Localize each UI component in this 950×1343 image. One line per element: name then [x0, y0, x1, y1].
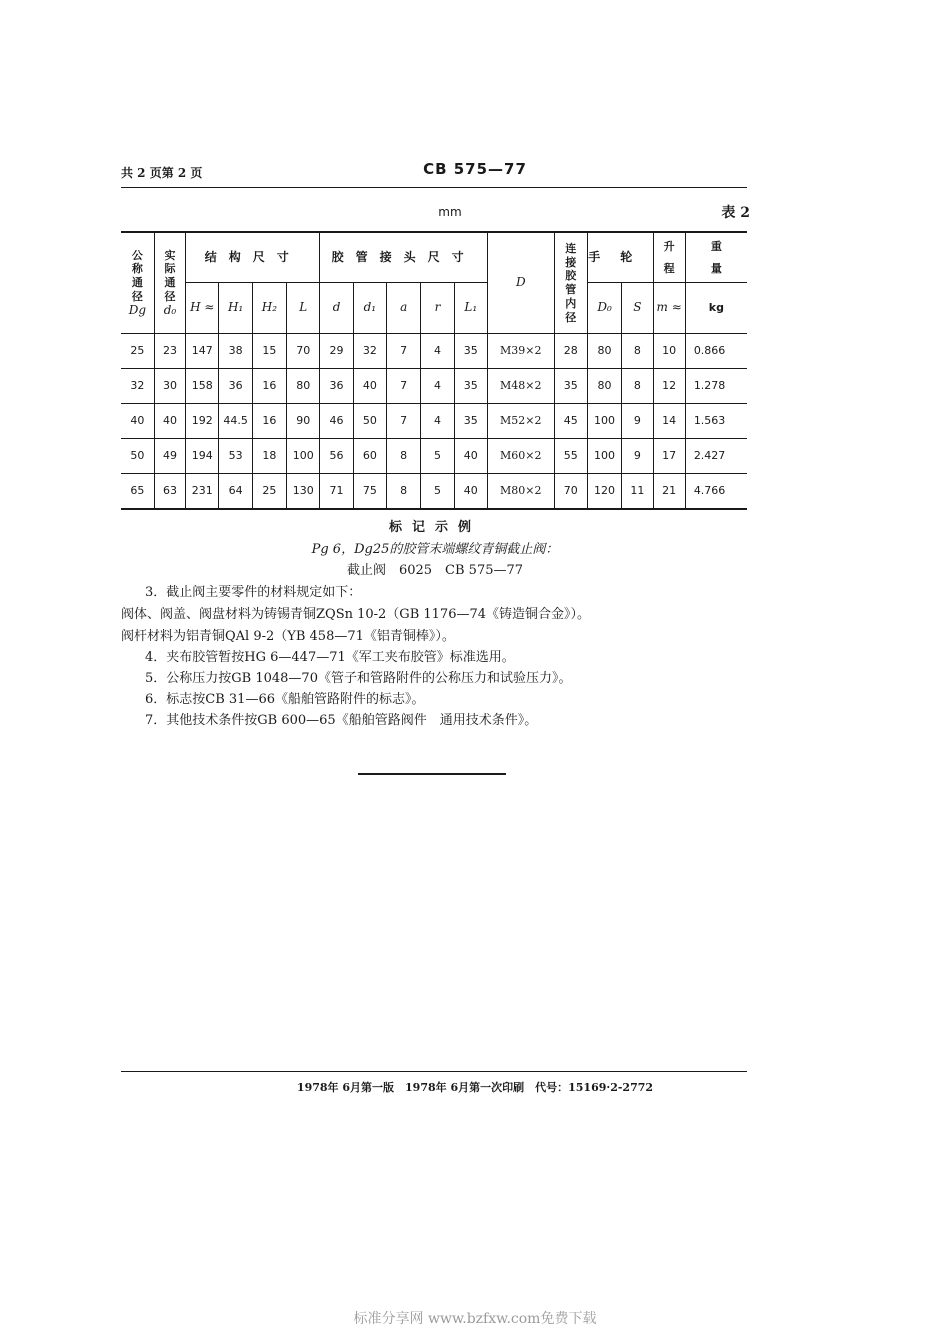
table-cell: 75 [353, 474, 386, 510]
table-cell: 40 [454, 439, 487, 474]
header-D-text: D [515, 275, 526, 290]
header-nominal-dia [121, 232, 154, 334]
header-nominal-sym: Dg [128, 302, 147, 317]
table-cell: 46 [320, 404, 353, 439]
table-cell: 35 [454, 404, 487, 439]
header-lift [653, 232, 685, 283]
table-cell: 4 [421, 404, 454, 439]
header-actual-sym: d₀ [163, 302, 177, 317]
table-row [121, 334, 747, 369]
table-body [121, 334, 747, 510]
note-4: 4．夹布胶管暂按HG 6—447—71《军工夹布胶管》标准选用。 [145, 650, 515, 665]
header-r [421, 283, 454, 334]
table-cell: 100 [587, 404, 621, 439]
table-cell: 80 [587, 369, 621, 404]
document-code: CB 575—77 [423, 160, 527, 178]
table-label: 表 2 [721, 205, 750, 221]
table-cell: 40 [121, 404, 154, 439]
header-r-text: r [434, 300, 441, 315]
table-cell: 71 [320, 474, 353, 510]
header-D0 [587, 283, 621, 334]
table-cell: 0.866 [685, 334, 747, 369]
header-H [186, 283, 219, 334]
table-cell: 2.427 [685, 439, 747, 474]
table-cell: 53 [219, 439, 252, 474]
end-rule [358, 773, 506, 775]
table-cell: 60 [353, 439, 386, 474]
header-hose-inner-text: 连接胶管内径 [565, 241, 577, 324]
table-cell: 17 [653, 439, 685, 474]
table-cell: 158 [186, 369, 219, 404]
table-cell: 8 [622, 334, 653, 369]
header-m-text: m ≈ [656, 300, 682, 315]
table-cell: 1.563 [685, 404, 747, 439]
header-H1-text: H₁ [227, 300, 244, 315]
table-cell: 8 [622, 369, 653, 404]
table-cell: 64 [219, 474, 252, 510]
header-actual-dia-text: 实际通径 [164, 248, 176, 303]
table-cell: 12 [653, 369, 685, 404]
header-L [287, 283, 320, 334]
table-cell: 4 [421, 369, 454, 404]
header-L-text: L [299, 300, 308, 315]
table-cell: 45 [554, 404, 587, 439]
header-d [320, 283, 353, 334]
header-H2-text: H₂ [261, 300, 278, 315]
table-cell: 14 [653, 404, 685, 439]
header-H2 [252, 283, 286, 334]
header-row-1 [121, 232, 747, 283]
table-cell: 7 [387, 334, 421, 369]
note-3: 3．截止阀主要零件的材料规定如下： [145, 585, 362, 600]
table-cell: 56 [320, 439, 353, 474]
header-a [387, 283, 421, 334]
table-cell: 21 [653, 474, 685, 510]
example-title: 标记示例 [388, 520, 481, 535]
header-nominal-dia-text: 公称通径 [131, 248, 143, 303]
example-line-1: Pg 6，Dg25的胶管末端螺纹青铜截止阀： [311, 542, 559, 557]
header-hose-group-text: 胶管接头尺寸 [331, 249, 476, 264]
table-cell: M48×2 [487, 369, 554, 404]
table-cell: 44.5 [219, 404, 252, 439]
table-cell: 11 [622, 474, 653, 510]
table-cell: 40 [454, 474, 487, 510]
header-actual-dia [154, 232, 185, 334]
table-cell: 35 [454, 334, 487, 369]
table-cell: 35 [454, 369, 487, 404]
table-cell: 90 [287, 404, 320, 439]
table-cell: 7 [387, 369, 421, 404]
table-cell: 192 [186, 404, 219, 439]
spec-table [121, 231, 747, 510]
table-cell: 32 [121, 369, 154, 404]
table-cell: 9 [622, 404, 653, 439]
note-5: 5．公称压力按GB 1048—70《管子和管路附件的公称压力和试验压力》。 [145, 671, 572, 686]
table-cell: 36 [320, 369, 353, 404]
header-handwheel-group-text: 手轮 [588, 249, 653, 264]
table-cell: 36 [219, 369, 252, 404]
unit-label: mm [438, 205, 462, 219]
table-cell: 9 [622, 439, 653, 474]
table-cell: 25 [121, 334, 154, 369]
table-cell: 15 [252, 334, 286, 369]
note-6: 6．标志按CB 31—66《船舶管路附件的标志》。 [145, 692, 425, 707]
header-S-text: S [633, 300, 642, 315]
table-cell: 70 [554, 474, 587, 510]
table-cell: M80×2 [487, 474, 554, 510]
note-3-body: 阀体、阀盖、阀盘材料为铸锡青铜ZQSn 10-2（GB 1176—74《铸造铜合金》）。 [121, 607, 591, 622]
header-H1 [219, 283, 252, 334]
table-cell: 147 [186, 334, 219, 369]
table-cell: 194 [186, 439, 219, 474]
table-cell: 10 [653, 334, 685, 369]
note-7: 7．其他技术条件按GB 600—65《船舶管路阀件 通用技术条件》。 [145, 713, 538, 728]
header-kg-text: kg [708, 300, 724, 314]
example-line-2: 截止阀 6025 CB 575—77 [346, 563, 524, 578]
footer-print-info: 1978年 6月第一版 1978年 6月第一次印刷 代号：15169·2-2772 [296, 1081, 654, 1094]
header-lift-text: 升程 [663, 239, 675, 275]
table-cell: 231 [186, 474, 219, 510]
note-3-stem: 阀杆材料为铝青铜QAl 9-2（YB 458—71《铝青铜棒》）。 [121, 629, 455, 644]
table-cell: 7 [387, 404, 421, 439]
header-weight-text: 重量 [710, 239, 722, 275]
table-cell: 70 [287, 334, 320, 369]
table-cell: 65 [121, 474, 154, 510]
table-cell: M60×2 [487, 439, 554, 474]
table-cell: 28 [554, 334, 587, 369]
table-cell: 4 [421, 334, 454, 369]
table-cell: 120 [587, 474, 621, 510]
header-L1-text: L₁ [464, 300, 478, 315]
table-cell: 25 [252, 474, 286, 510]
header-weight [685, 232, 747, 283]
table-cell: M52×2 [487, 404, 554, 439]
table-cell: 8 [387, 474, 421, 510]
table-cell: 55 [554, 439, 587, 474]
table-cell: 100 [287, 439, 320, 474]
header-d1 [353, 283, 386, 334]
page-label: 共 2 页第 2 页 [121, 166, 203, 180]
table-cell: 50 [353, 404, 386, 439]
table-cell: 35 [554, 369, 587, 404]
table-cell: 40 [353, 369, 386, 404]
table-cell: 80 [587, 334, 621, 369]
header-D [487, 232, 554, 334]
watermark: 标准分享网 www.bzfxw.com免费下载 [353, 1311, 597, 1327]
table-cell: 5 [421, 474, 454, 510]
header-kg [685, 283, 747, 334]
table-row [121, 439, 747, 474]
table-row [121, 474, 747, 510]
table-cell: 100 [587, 439, 621, 474]
header-D0-text: D₀ [597, 300, 612, 315]
table-cell: 130 [287, 474, 320, 510]
header-a-text: a [400, 300, 408, 315]
table-cell: 1.278 [685, 369, 747, 404]
table-cell: 50 [121, 439, 154, 474]
table-cell: 30 [154, 369, 185, 404]
table-row [121, 404, 747, 439]
table-cell: 8 [387, 439, 421, 474]
header-S [622, 283, 653, 334]
header-hose-group [320, 232, 488, 283]
header-row-2 [121, 283, 747, 334]
header-d-text: d [332, 300, 341, 315]
header-m [653, 283, 685, 334]
table-cell: 63 [154, 474, 185, 510]
table-cell: 16 [252, 404, 286, 439]
header-handwheel-group [587, 232, 653, 283]
table-cell: 16 [252, 369, 286, 404]
footer-rule [121, 1071, 747, 1072]
table-cell: 5 [421, 439, 454, 474]
table-cell: 18 [252, 439, 286, 474]
header-rule [121, 187, 747, 188]
table-cell: 23 [154, 334, 185, 369]
table-cell: 32 [353, 334, 386, 369]
table-cell: 4.766 [685, 474, 747, 510]
table-row [121, 369, 747, 404]
header-H-text: H ≈ [190, 300, 215, 315]
table-cell: 40 [154, 404, 185, 439]
table-cell: 80 [287, 369, 320, 404]
header-hose-inner [554, 232, 587, 334]
table-cell: 29 [320, 334, 353, 369]
header-d1-text: d₁ [363, 300, 377, 315]
header-L1 [454, 283, 487, 334]
header-struct-group [186, 232, 320, 283]
table-cell: 38 [219, 334, 252, 369]
header-struct-group-text: 结构尺寸 [204, 249, 301, 264]
table-cell: 49 [154, 439, 185, 474]
table-cell: M39×2 [487, 334, 554, 369]
